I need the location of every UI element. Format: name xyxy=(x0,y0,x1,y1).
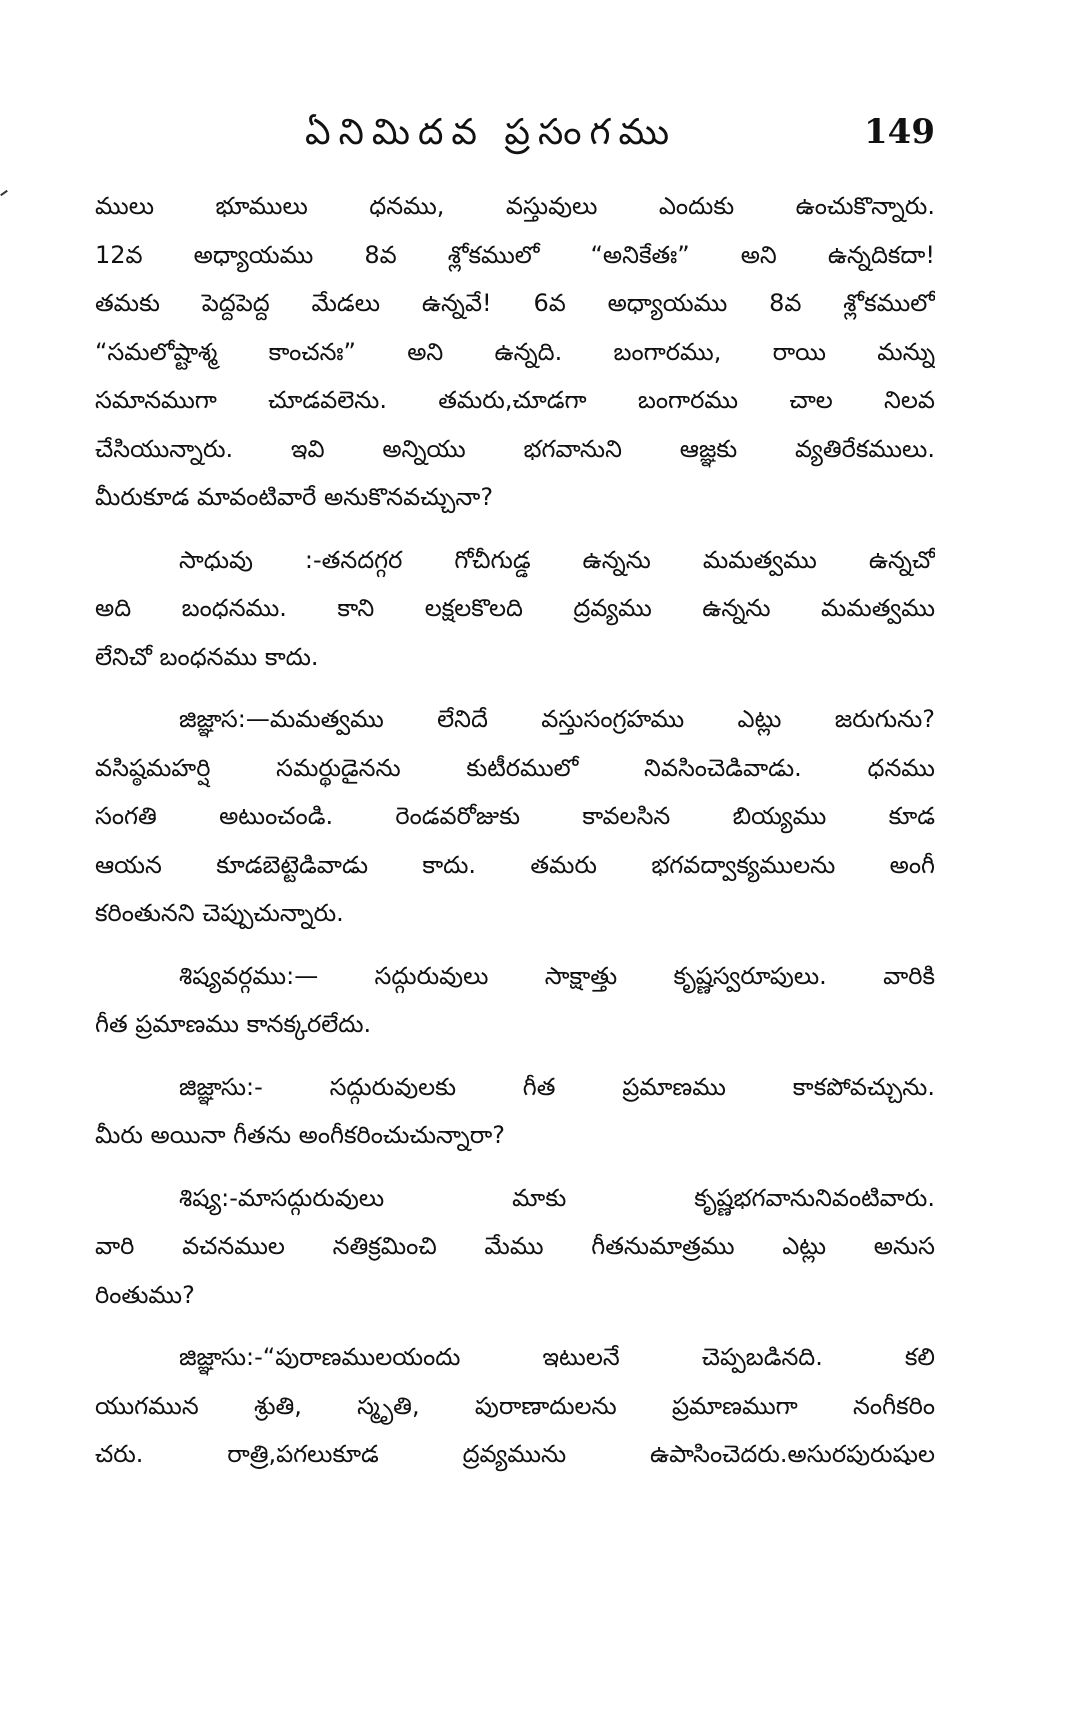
text-line: చరు. రాత్రి,పగలుకూడ ద్రవ్యమును ఉపాసించెదరు.అసురపురుషుల xyxy=(95,1440,935,1468)
text-line: వారి వచనముల నతిక్రమించి మేము గీతనుమాత్రము ఎట్లు అనుస xyxy=(95,1232,935,1260)
text-line: కరింతునని చెప్పుచున్నారు. xyxy=(95,899,344,927)
text-line: గీత ప్రమాణము కానక్కరలేదు. xyxy=(95,1010,372,1038)
margin-mark xyxy=(0,190,8,196)
text-line: సంగతి అటుంచండి. రెండవరోజుకు కావలసిన బియ్యము కూడ xyxy=(95,802,935,830)
text-line: జిజ్ఞాసు:- సద్గురువులకు గీత ప్రమాణము కాకపోవచ్చును. xyxy=(179,1072,935,1101)
text-line: అది బంధనము. కాని లక్షలకొలది ద్రవ్యము ఉన్నను మమత్వము xyxy=(95,594,935,622)
text-line: వసిష్ఠమహర్షి సమర్థుడైనను కుటీరములో నివసించెడివాడు. ధనము xyxy=(95,753,935,782)
text-line: సమానముగా చూడవలెను. తమరు,చూడగా బంగారము చాల నిలవ xyxy=(95,386,935,414)
text-line: మీరు అయినా గీతను అంగీకరించుచున్నారా? xyxy=(95,1121,505,1149)
text-line: లేనిచో బంధనము కాదు. xyxy=(95,642,319,671)
text-line: చేసియున్నారు. ఇవి అన్నియు భగవానుని ఆజ్ఞకు వ్యతిరేకములు. xyxy=(95,434,935,463)
text-line: తమకు పెద్దపెద్ద మేడలు ఉన్నవే! 6వ అధ్యాయము 8వ శ్లోకములో xyxy=(95,289,935,317)
text-line: సాధువు :-తనదగ్గర గోచీగుడ్డ ఉన్నను మమత్వము ఉన్నచో xyxy=(179,545,935,574)
text-line: శిష్యవర్గము:— సద్గురువులు సాక్షాత్తు కృష్ణస్వరూపులు. వారికి xyxy=(179,961,935,990)
text-line: రింతుము? xyxy=(95,1280,195,1309)
text-line: ములు భూములు ధనము, వస్తువులు ఎందుకు ఉంచుకొన్నారు. xyxy=(95,192,935,220)
text-line: ఆయన కూడబెట్టెడివాడు కాదు. తమరు భగవద్వాక్యములను అంగీ xyxy=(95,850,935,879)
page-header xyxy=(95,112,935,162)
text-line: యుగమున శ్రుతి, స్మృతి, పురాణాదులను ప్రమాణముగా నంగీకరిం xyxy=(95,1391,935,1420)
text-line: మీరుకూడ మావంటివారే అనుకొనవచ్చునా? xyxy=(95,483,494,511)
text-line: శిష్య:-మాసద్గురువులు మాకు కృష్ణభగవానునివంటివారు. xyxy=(179,1183,935,1212)
page-number: 149 xyxy=(864,112,935,152)
running-title: ఏనిమిదవ ప్రసంగము xyxy=(305,112,678,153)
text-line: 12వ అధ్యాయము 8వ శ్లోకములో “అనికేతః” అని ఉన్నదికదా! xyxy=(95,240,935,269)
text-line: “సమలోష్టాశ్మ కాంచనః” అని ఉన్నది. బంగారము, రాయి మన్ను xyxy=(95,337,935,366)
text-line: జిజ్ఞాసు:-“పురాణములయందు ఇటులనే చెప్పబడినది. కలి xyxy=(179,1343,935,1371)
body-text xyxy=(95,182,935,1479)
text-line: జిజ్ఞాస:—మమత్వము లేనిదే వస్తుసంగ్రహము ఎట్లు జరుగును? xyxy=(179,705,935,733)
